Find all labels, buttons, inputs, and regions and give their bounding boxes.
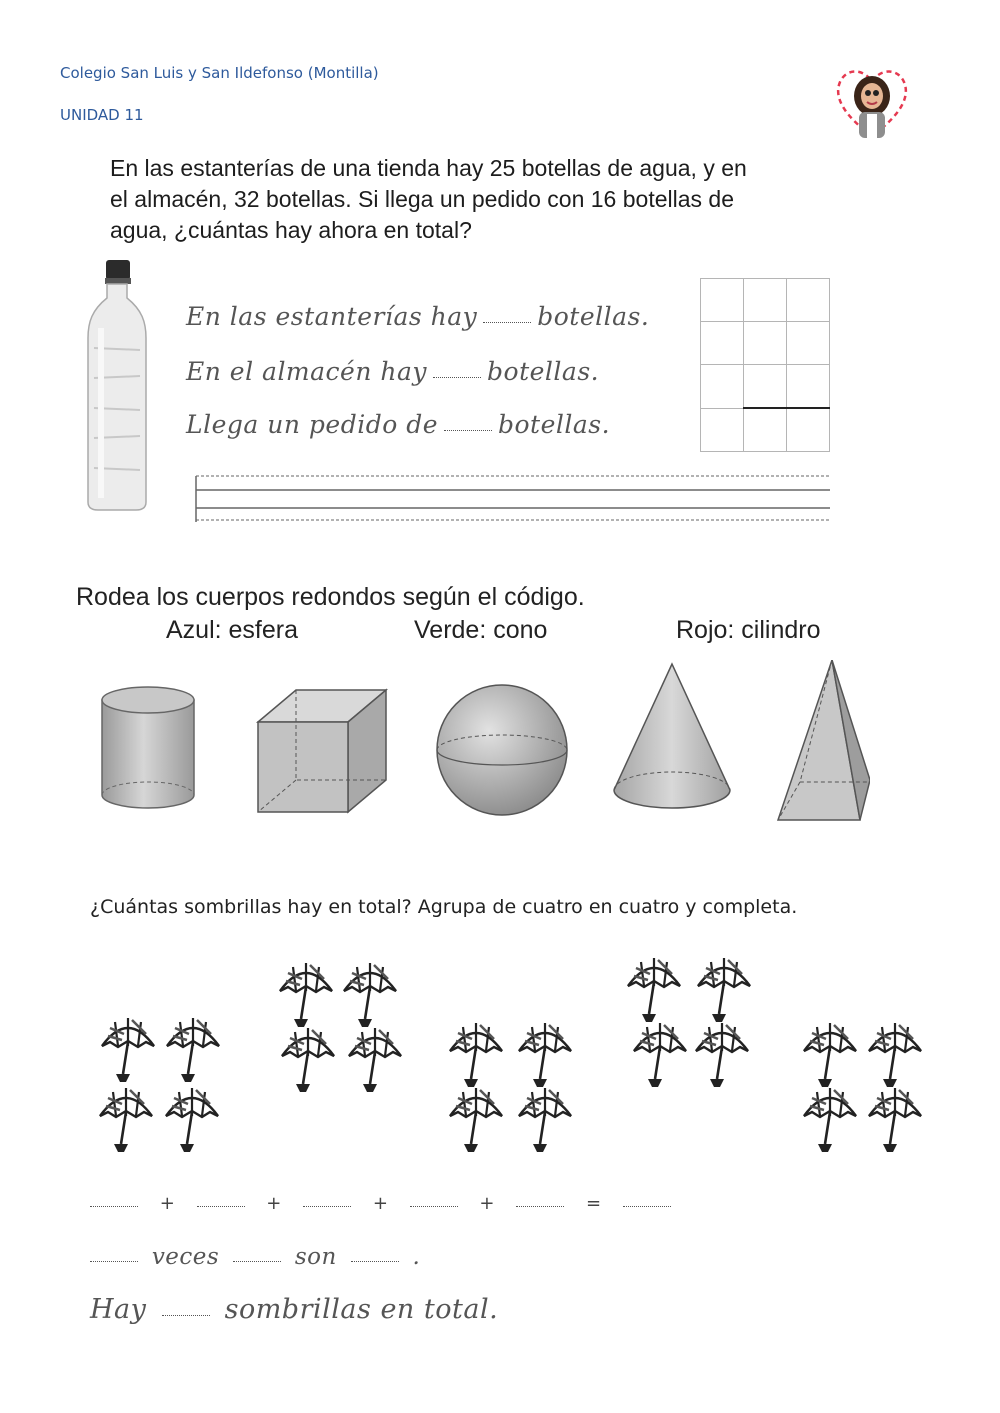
- line-text: botellas.: [537, 302, 650, 331]
- cursive-line-1: [186, 302, 649, 331]
- multiplication-line: [90, 1244, 420, 1270]
- umbrella-group-3[interactable]: [450, 1023, 571, 1152]
- answer-blank[interactable]: [90, 1205, 138, 1207]
- calculation-grid[interactable]: [700, 278, 830, 452]
- line-text: Llega un pedido de: [186, 410, 438, 439]
- code-blue: Azul: esfera: [166, 616, 299, 644]
- shapes-row: [90, 660, 870, 830]
- answer-blank[interactable]: [90, 1260, 138, 1262]
- pyramid-shape[interactable]: [778, 660, 870, 820]
- answer-blank[interactable]: [444, 429, 492, 431]
- answer-blank[interactable]: [623, 1205, 671, 1207]
- unit-label: UNIDAD 11: [60, 106, 144, 124]
- cone-shape[interactable]: [614, 664, 730, 808]
- period: .: [412, 1244, 421, 1270]
- cursive-line-3: [186, 410, 610, 439]
- equals-sign: =: [585, 1193, 602, 1214]
- answer-blank[interactable]: [162, 1314, 210, 1316]
- sombrillas-text: sombrillas en total.: [224, 1294, 499, 1325]
- umbrella-group-5[interactable]: [804, 1023, 921, 1152]
- answer-blank[interactable]: [197, 1205, 245, 1207]
- sphere-shape[interactable]: [437, 685, 567, 815]
- code-green: Verde: cono: [414, 616, 548, 644]
- answer-blank[interactable]: [516, 1205, 564, 1207]
- sum-line: [90, 1193, 677, 1214]
- hay-text: Hay: [90, 1294, 147, 1325]
- line-text: En las estanterías hay: [186, 302, 478, 331]
- answer-blank[interactable]: [233, 1260, 281, 1262]
- umbrella-group-4[interactable]: [628, 958, 750, 1087]
- problem3-question: ¿Cuántas sombrillas hay en total? Agrupa de cuatro en cuatro y completa.: [90, 896, 798, 918]
- line-text: En el almacén hay: [186, 357, 428, 386]
- cylinder-shape[interactable]: [102, 687, 194, 808]
- son-text: son: [294, 1244, 337, 1270]
- avatar: [832, 62, 912, 142]
- school-name: Colegio San Luis y San Ildefonso (Montilla): [60, 64, 379, 82]
- plus-sign: +: [479, 1193, 495, 1214]
- plus-sign: +: [266, 1193, 282, 1214]
- water-bottle-image: [84, 258, 150, 512]
- veces-text: veces: [151, 1244, 220, 1270]
- line-text: botellas.: [498, 410, 611, 439]
- answer-blank[interactable]: [410, 1205, 458, 1207]
- statement-line: agua, ¿cuántas hay ahora en total?: [110, 217, 472, 243]
- line-text: botellas.: [487, 357, 600, 386]
- plus-sign: +: [159, 1193, 175, 1214]
- umbrella-group-1[interactable]: [100, 1018, 219, 1152]
- statement-line: el almacén, 32 botellas. Si llega un pedido con 16 botellas de: [110, 186, 734, 212]
- plus-sign: +: [372, 1193, 388, 1214]
- statement-line: En las estanterías de una tienda hay 25 botellas de agua, y en: [110, 155, 747, 181]
- answer-blank[interactable]: [351, 1260, 399, 1262]
- problem2-instruction: Rodea los cuerpos redondos según el código.: [76, 583, 585, 611]
- total-line: [90, 1294, 498, 1325]
- problem1-statement: [110, 153, 910, 246]
- cursive-line-2: [186, 357, 599, 386]
- umbrella-groups: [0, 950, 1000, 1160]
- cube-shape[interactable]: [258, 690, 386, 812]
- answer-blank[interactable]: [303, 1205, 351, 1207]
- answer-writing-lines[interactable]: [194, 474, 832, 522]
- answer-blank[interactable]: [483, 321, 531, 323]
- code-red: Rojo: cilindro: [676, 616, 821, 644]
- umbrella-group-2[interactable]: [280, 963, 401, 1092]
- answer-blank[interactable]: [433, 376, 481, 378]
